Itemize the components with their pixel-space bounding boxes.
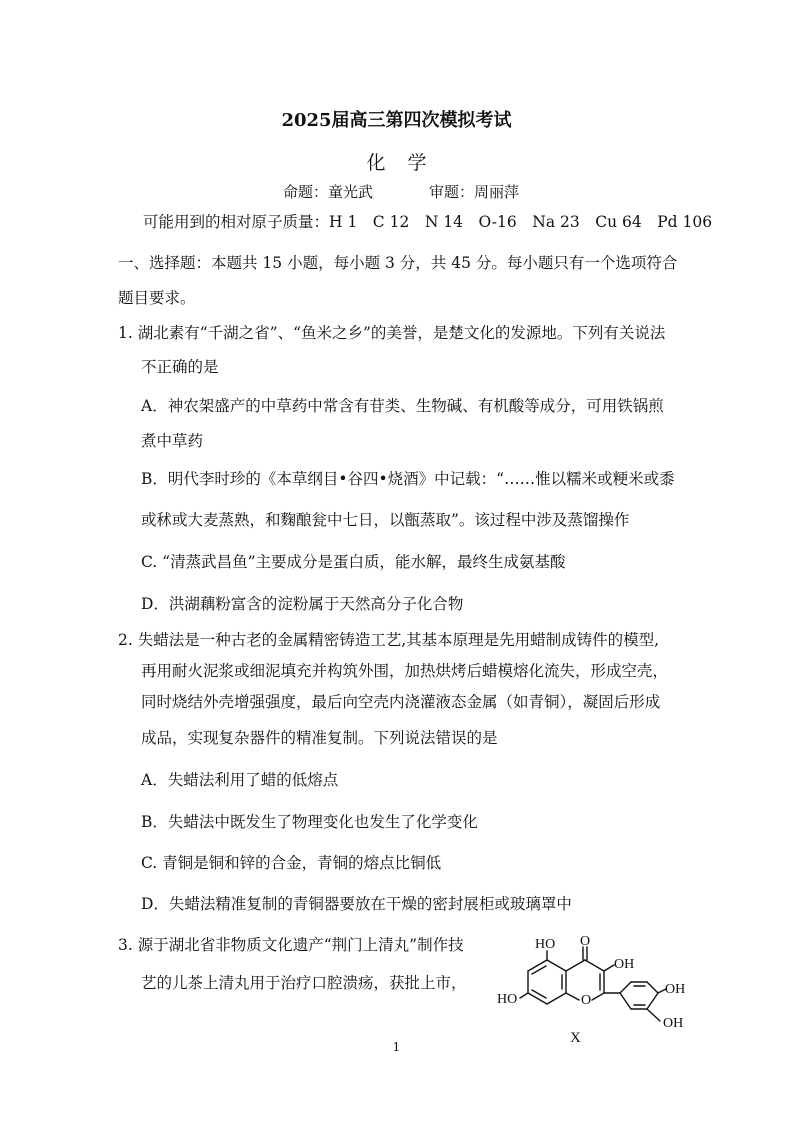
structure-label-ho-7: HO — [497, 992, 518, 1007]
q2-stem-line2: 再用耐火泥浆或细泥填充并构筑外围，加热烘烤后蜡模熔化流失，形成空壳， — [141, 662, 669, 680]
q1-option-a-line1: A．神农架盛产的中草药中常含有苷类、生物碱、有机酸等成分，可用铁锅煎 — [141, 397, 664, 415]
section-heading-line1: 一、选择题：本题共 15 小题，每小题 3 分，共 45 分。每小题只有一个选项符合 — [118, 254, 678, 272]
author: 命题：童光武 — [283, 183, 374, 201]
q1-option-c: C. “清蒸武昌鱼”主要成分是蛋白质，能水解，最终生成氨基酸 — [141, 553, 566, 571]
structure-caption-x: X — [570, 1030, 581, 1046]
q2-option-d: D．失蜡法精准复制的青铜器要放在干燥的密封展柜或玻璃罩中 — [141, 895, 572, 913]
q3-stem-line2: 艺的儿茶上清丸用于治疗口腔溃疡，获批上市， — [141, 974, 467, 992]
q1-option-b-line2: 或秫或大麦蒸熟，和麴酿瓮中七日，以甑蒸取”。该过程中涉及蒸馏操作 — [141, 511, 630, 529]
q1-option-a-line2: 煮中草药 — [141, 432, 204, 450]
q2-option-a: A．失蜡法利用了蜡的低熔点 — [141, 771, 339, 789]
structure-label-ho-5: HO — [535, 937, 556, 952]
structure-label-oh-3: OH — [614, 957, 635, 972]
q2-option-b: B．失蜡法中既发生了物理变化也发生了化学变化 — [141, 813, 478, 831]
section-heading-line2: 题目要求。 — [118, 289, 196, 307]
atomic-masses: 可能用到的相对原子质量：H 1 C 12 N 14 O-16 Na 23 Cu 64 Pd 106 — [143, 213, 713, 231]
author-line — [283, 181, 519, 202]
molecule-structure-x — [495, 932, 695, 1054]
structure-label-ring-o: O — [581, 993, 592, 1008]
q1-option-b-line1: B．明代李时珍的《本草纲目•谷四•烧酒》中记载：“……惟以糯米或粳米或黍 — [141, 470, 675, 488]
reviewer: 审题：周丽萍 — [429, 183, 520, 201]
q2-stem-line3: 同时烧结外壳增强强度，最后向空壳内浇灌液态金属（如青铜），凝固后形成 — [141, 693, 661, 711]
structure-label-carbonyl-o: O — [580, 934, 591, 949]
structure-label-oh-4prime: OH — [663, 1016, 684, 1031]
q2-stem-line4: 成品，实现复杂器件的精准复制。下列说法错误的是 — [141, 729, 498, 747]
q2-option-c: C. 青铜是铜和锌的合金，青铜的熔点比铜低 — [141, 854, 442, 872]
q1-stem-line1: 1. 湖北素有“千湖之省”、“鱼米之乡”的美誉，是楚文化的发源地。下列有关说法 — [118, 324, 666, 342]
q1-stem-line2: 不正确的是 — [141, 358, 219, 376]
page-number: 1 — [392, 1040, 401, 1054]
exam-title: 2025届高三第四次模拟考试 — [281, 110, 512, 131]
q1-option-d: D．洪湖藕粉富含的淀粉属于天然高分子化合物 — [141, 595, 464, 613]
q3-stem-line1: 3. 源于湖北省非物质文化遗产“荆门上清丸”制作技 — [118, 936, 464, 954]
structure-label-oh-3prime: OH — [665, 982, 686, 997]
subject-title: 化学 — [366, 152, 449, 174]
q2-stem-line1: 2. 失蜡法是一种古老的金属精密铸造工艺,其基本原理是先用蜡制成铸件的模型, — [118, 631, 660, 649]
